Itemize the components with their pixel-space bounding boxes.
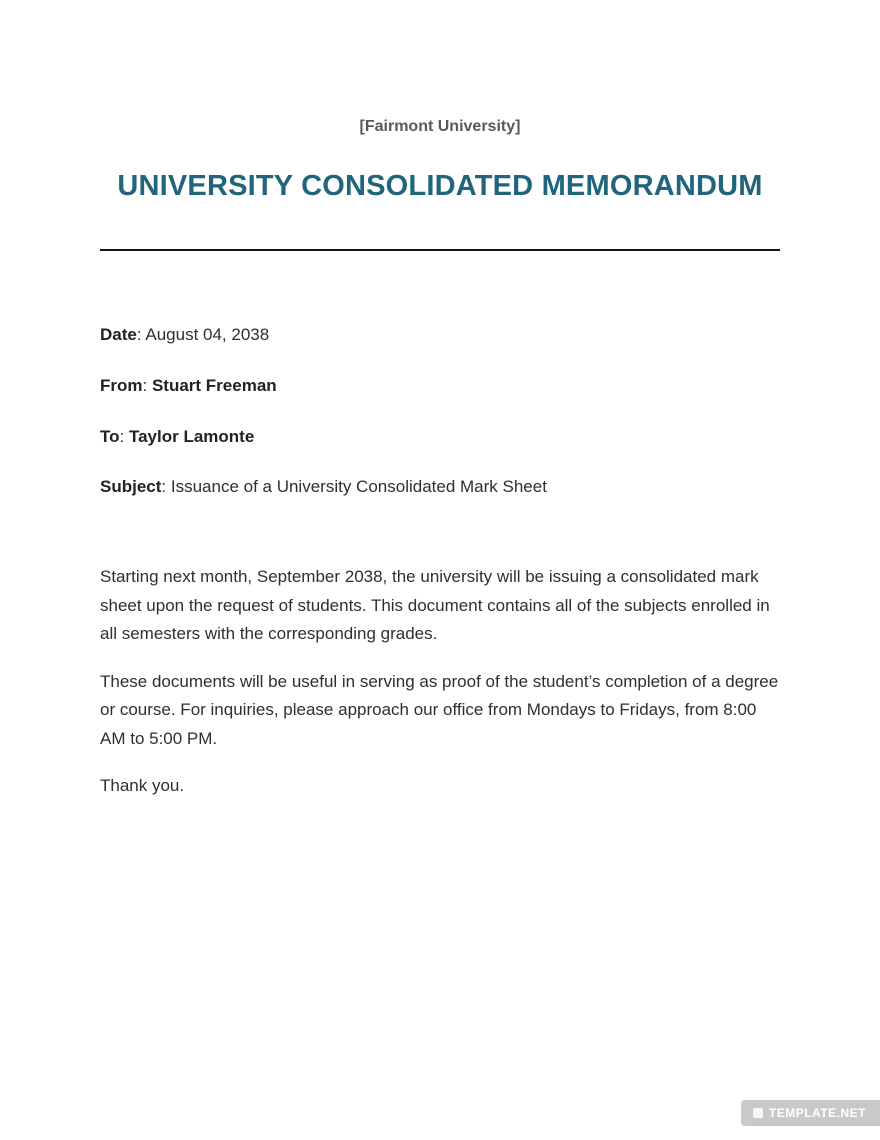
page-title: UNIVERSITY CONSOLIDATED MEMORANDUM	[117, 170, 763, 202]
body-paragraph: Starting next month, September 2038, the university will be issuing a consolidated mark sheet upon the request of students. This document contains all of the subjects enrolled in all semesters with the corresponding grades.	[100, 567, 770, 644]
separator: :	[119, 426, 129, 446]
from-value: Stuart Freeman	[151, 375, 277, 395]
subject-label: Subject	[100, 477, 162, 497]
from-label: From	[100, 375, 143, 395]
template-net-watermark[interactable]	[741, 1100, 880, 1126]
date-label: Date	[100, 325, 137, 344]
template-net-logo-icon	[753, 1108, 763, 1118]
meta-row-to	[100, 425, 780, 449]
meta-row-from	[100, 374, 780, 398]
header-divider	[100, 249, 780, 251]
date-value: August 04, 2038	[145, 325, 270, 344]
separator: :	[142, 375, 152, 395]
organization-name: [Fairmont University]	[359, 118, 521, 135]
meta-row-date	[100, 323, 780, 347]
memo-meta-block	[100, 323, 780, 499]
to-value: Taylor Lamonte	[128, 426, 255, 446]
memo-body	[100, 563, 780, 801]
separator: :	[161, 477, 171, 497]
closing-text: Thank you.	[100, 776, 185, 796]
body-paragraph: These documents will be useful in serving as proof of the student’s completion of a degree or course. For inquiries, please approach our office from Mondays to Fridays, from 8:00 AM to 5:00 PM.	[100, 671, 779, 748]
meta-row-subject	[100, 475, 780, 499]
to-label: To	[100, 426, 120, 446]
separator: :	[136, 325, 146, 344]
watermark-label: TEMPLATE.NET	[768, 1106, 866, 1120]
subject-value: Issuance of a University Consolidated Mark Sheet	[170, 477, 547, 497]
